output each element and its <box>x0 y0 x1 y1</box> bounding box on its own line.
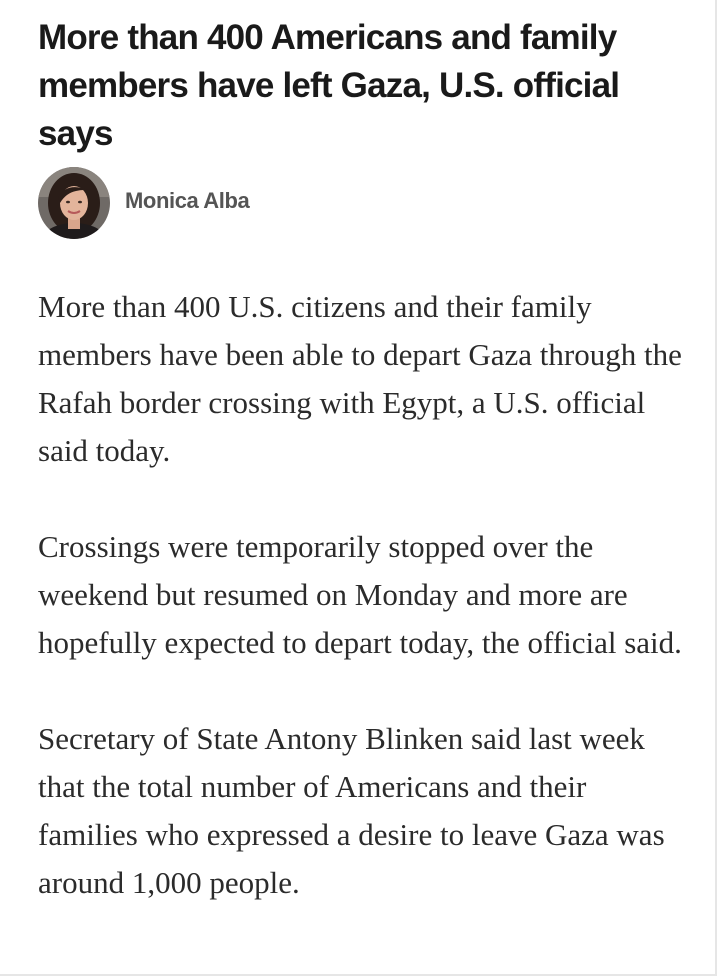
article-paragraph: Crossings were temporarily stopped over the weekend but resumed on Monday and more are hopefully expected to depart today, the official said. <box>38 529 682 660</box>
byline <box>38 166 688 240</box>
article-headline: More than 400 Americans and family members have left Gaza, U.S. official says <box>38 18 620 153</box>
author-avatar[interactable] <box>38 167 110 239</box>
article-body <box>38 283 688 907</box>
article <box>38 14 688 907</box>
author-photo-icon <box>38 167 110 239</box>
article-paragraph: More than 400 U.S. citizens and their family members have been able to depart Gaza through the Rafah border crossing with Egypt, a U.S. official said today. <box>38 289 682 468</box>
article-paragraph: Secretary of State Antony Blinken said last week that the total number of Americans and their families who expressed a desire to leave Gaza was around 1,000 people. <box>38 721 665 900</box>
author-name[interactable]: Monica Alba <box>125 188 250 213</box>
